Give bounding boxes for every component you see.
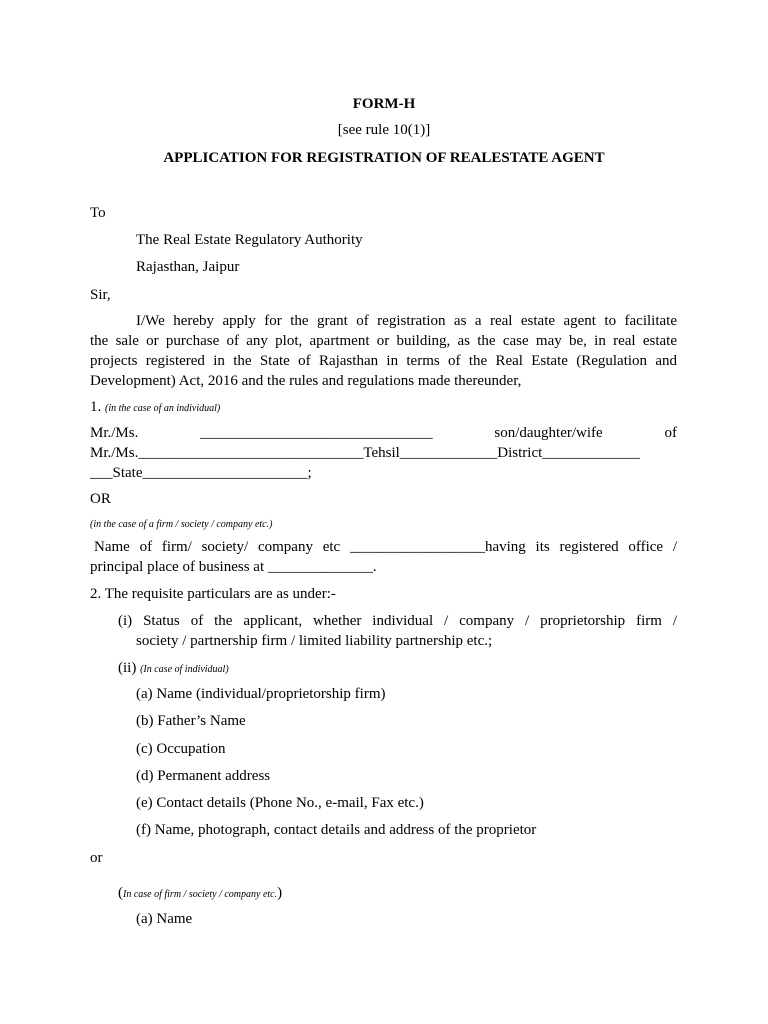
- firm-particulars-note: [118, 883, 282, 905]
- status-line-1: (i) Status of the applicant, whether individual / company / proprietorship firm /: [118, 613, 677, 629]
- item-ii-note: (In case of individual): [140, 664, 229, 675]
- firm-line-2: principal place of business at ______________.: [90, 559, 377, 575]
- individual-line-2: Mr./Ms.______________________________Tehsil_____________District_____________: [90, 445, 640, 461]
- firm-line-1: Name of firm/ society/ company etc __________________having its registered office /: [94, 539, 677, 555]
- intro-line-4: Development) Act, 2016 and the rules and regulations made thereunder,: [90, 373, 522, 389]
- salutation: Sir,: [90, 287, 111, 303]
- paren-close: ): [277, 885, 283, 901]
- particular-item-d: (d) Permanent address: [136, 768, 271, 784]
- or-separator: OR: [90, 491, 111, 507]
- particular-item-e: (e) Contact details (Phone No., e-mail, Fax etc.): [136, 795, 424, 811]
- firm-item-a: (a) Name: [136, 911, 193, 927]
- particular-item-a: (a) Name (individual/proprietorship firm): [136, 686, 386, 702]
- particular-item-b: (b) Father’s Name: [136, 713, 246, 729]
- form-heading: APPLICATION FOR REGISTRATION OF REALESTATE AGENT: [163, 150, 605, 166]
- item-ii-label: (ii): [118, 660, 137, 676]
- individual-particulars-label: [118, 658, 229, 680]
- or-lower: or: [90, 850, 103, 866]
- individual-line-3: ___State______________________;: [90, 465, 312, 481]
- particulars-heading: 2. The requisite particulars are as under:-: [90, 586, 336, 602]
- firm-note: (in the case of a firm / society / company etc.): [90, 519, 273, 530]
- of-label: of: [664, 425, 677, 441]
- intro-line-1: I/We hereby apply for the grant of registration as a real estate agent to facilitate: [136, 313, 677, 329]
- form-title: FORM-H: [352, 96, 416, 112]
- status-line-2: society / partnership firm / limited liability partnership etc.;: [136, 633, 493, 649]
- particular-item-c: (c) Occupation: [136, 741, 226, 757]
- relation-label: son/daughter/wife: [494, 425, 603, 441]
- name-prefix: Mr./Ms.: [90, 425, 139, 441]
- individual-note: (in the case of an individual): [105, 403, 221, 414]
- name-blank: _______________________________: [200, 425, 433, 441]
- section-number: 1.: [90, 399, 102, 415]
- particular-item-f: (f) Name, photograph, contact details and address of the proprietor: [136, 822, 537, 838]
- rule-reference: [see rule 10(1)]: [337, 122, 431, 138]
- authority-location: Rajasthan, Jaipur: [136, 259, 240, 275]
- intro-line-2: the sale or purchase of any plot, apartment or building, as the case may be, in real estate: [90, 333, 677, 349]
- paren-open: (: [118, 885, 123, 901]
- individual-line-1: [90, 423, 677, 443]
- address-to: To: [90, 205, 106, 221]
- authority-name: The Real Estate Regulatory Authority: [136, 232, 363, 248]
- firm-case-note: In case of firm / society / company etc.: [123, 889, 278, 900]
- individual-heading: [90, 397, 220, 419]
- intro-line-3: projects registered in the State of Rajasthan in terms of the Real Estate (Regulation and: [90, 353, 677, 369]
